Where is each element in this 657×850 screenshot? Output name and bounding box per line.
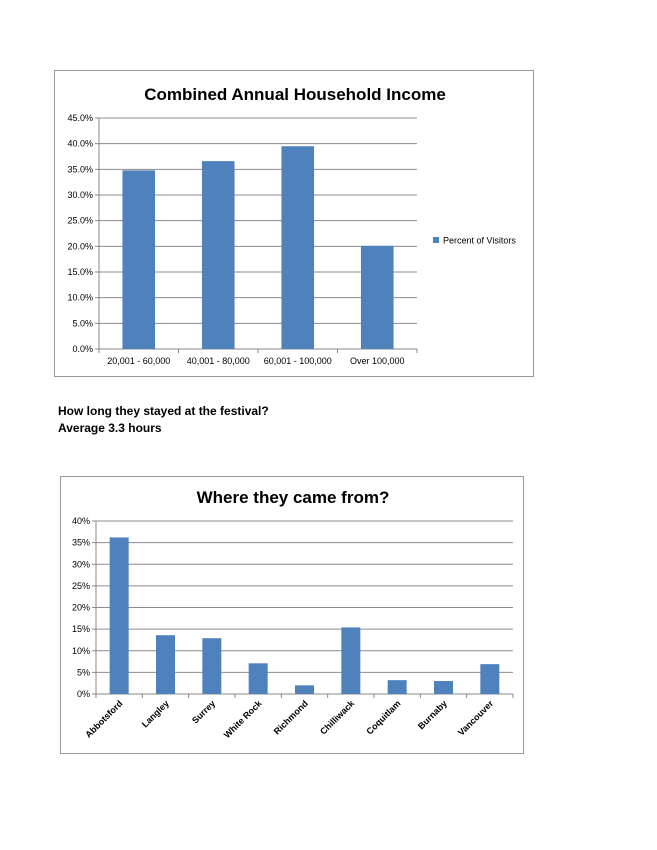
origin-chart <box>60 476 524 754</box>
y-tick-label: 30.0% <box>67 190 93 200</box>
x-tick-label: Burnaby <box>416 698 449 732</box>
income-bars <box>122 146 393 349</box>
legend-swatch <box>433 237 439 243</box>
y-tick-label: 15.0% <box>67 267 93 277</box>
bar-abbotsford <box>110 537 129 694</box>
income-chart-svg <box>55 71 535 378</box>
x-tick-label: 40,001 - 80,000 <box>186 356 250 366</box>
origin-grid <box>92 521 513 698</box>
x-tick-label: Over 100,000 <box>349 356 405 366</box>
x-tick-label: Vancouver <box>455 698 496 738</box>
y-tick-label: 5% <box>76 667 90 678</box>
x-tick-label: White Rock <box>221 698 264 741</box>
y-tick-label: 10.0% <box>67 292 93 303</box>
y-tick-label: 45.0% <box>67 113 93 123</box>
stay-question: How long they stayed at the festival? <box>58 404 269 418</box>
x-tick-label: Langley <box>139 698 171 730</box>
y-tick-label: 10% <box>71 645 90 656</box>
y-tick-label: 5.0% <box>72 318 93 329</box>
bar-richmond <box>295 685 314 694</box>
origin-y-ticks <box>72 516 90 699</box>
y-tick-label: 35% <box>71 537 90 548</box>
bar-burnaby <box>434 681 453 694</box>
origin-chart-svg <box>61 477 525 755</box>
bar-langley <box>156 635 175 694</box>
y-tick-label: 15% <box>71 624 90 635</box>
bar-40-001-80-000 <box>202 161 235 349</box>
y-tick-label: 40% <box>71 516 90 526</box>
bar-white-rock <box>249 663 268 694</box>
y-tick-label: 20.0% <box>67 241 93 252</box>
y-tick-label: 0.0% <box>72 344 93 354</box>
bar-chilliwack <box>341 627 360 694</box>
bar-20-001-60-000 <box>122 170 155 349</box>
stay-answer: Average 3.3 hours <box>58 421 162 435</box>
x-tick-label: Chilliwack <box>318 698 357 737</box>
x-tick-label: Abbotsford <box>83 698 125 740</box>
x-tick-label: 20,001 - 60,000 <box>107 356 171 366</box>
income-chart <box>54 70 534 377</box>
y-tick-label: 40.0% <box>67 138 93 149</box>
income-x-ticks <box>107 356 404 366</box>
origin-bars <box>110 537 500 694</box>
x-tick-label: 60,001 - 100,000 <box>263 356 332 366</box>
income-legend <box>433 236 516 246</box>
y-tick-label: 30% <box>71 559 90 570</box>
legend-label: Percent of Visitors <box>443 235 516 246</box>
y-tick-label: 0% <box>76 689 90 699</box>
bar-60-001-100-000 <box>281 146 314 349</box>
bar-surrey <box>202 638 221 694</box>
x-tick-label: Coquitlam <box>364 698 403 737</box>
x-tick-label: Surrey <box>190 698 218 726</box>
origin-x-ticks <box>83 698 495 740</box>
y-tick-label: 20% <box>71 602 90 613</box>
bar-vancouver <box>480 664 499 694</box>
origin-chart-title: Where they came from? <box>196 488 390 507</box>
income-chart-title: Combined Annual Household Income <box>144 85 446 104</box>
income-y-ticks <box>67 113 93 354</box>
y-tick-label: 25.0% <box>67 215 93 226</box>
y-tick-label: 35.0% <box>67 164 93 175</box>
bar-coquitlam <box>388 680 407 694</box>
x-tick-label: Richmond <box>271 698 310 737</box>
bar-over-100-000 <box>361 246 394 349</box>
y-tick-label: 25% <box>71 580 90 591</box>
